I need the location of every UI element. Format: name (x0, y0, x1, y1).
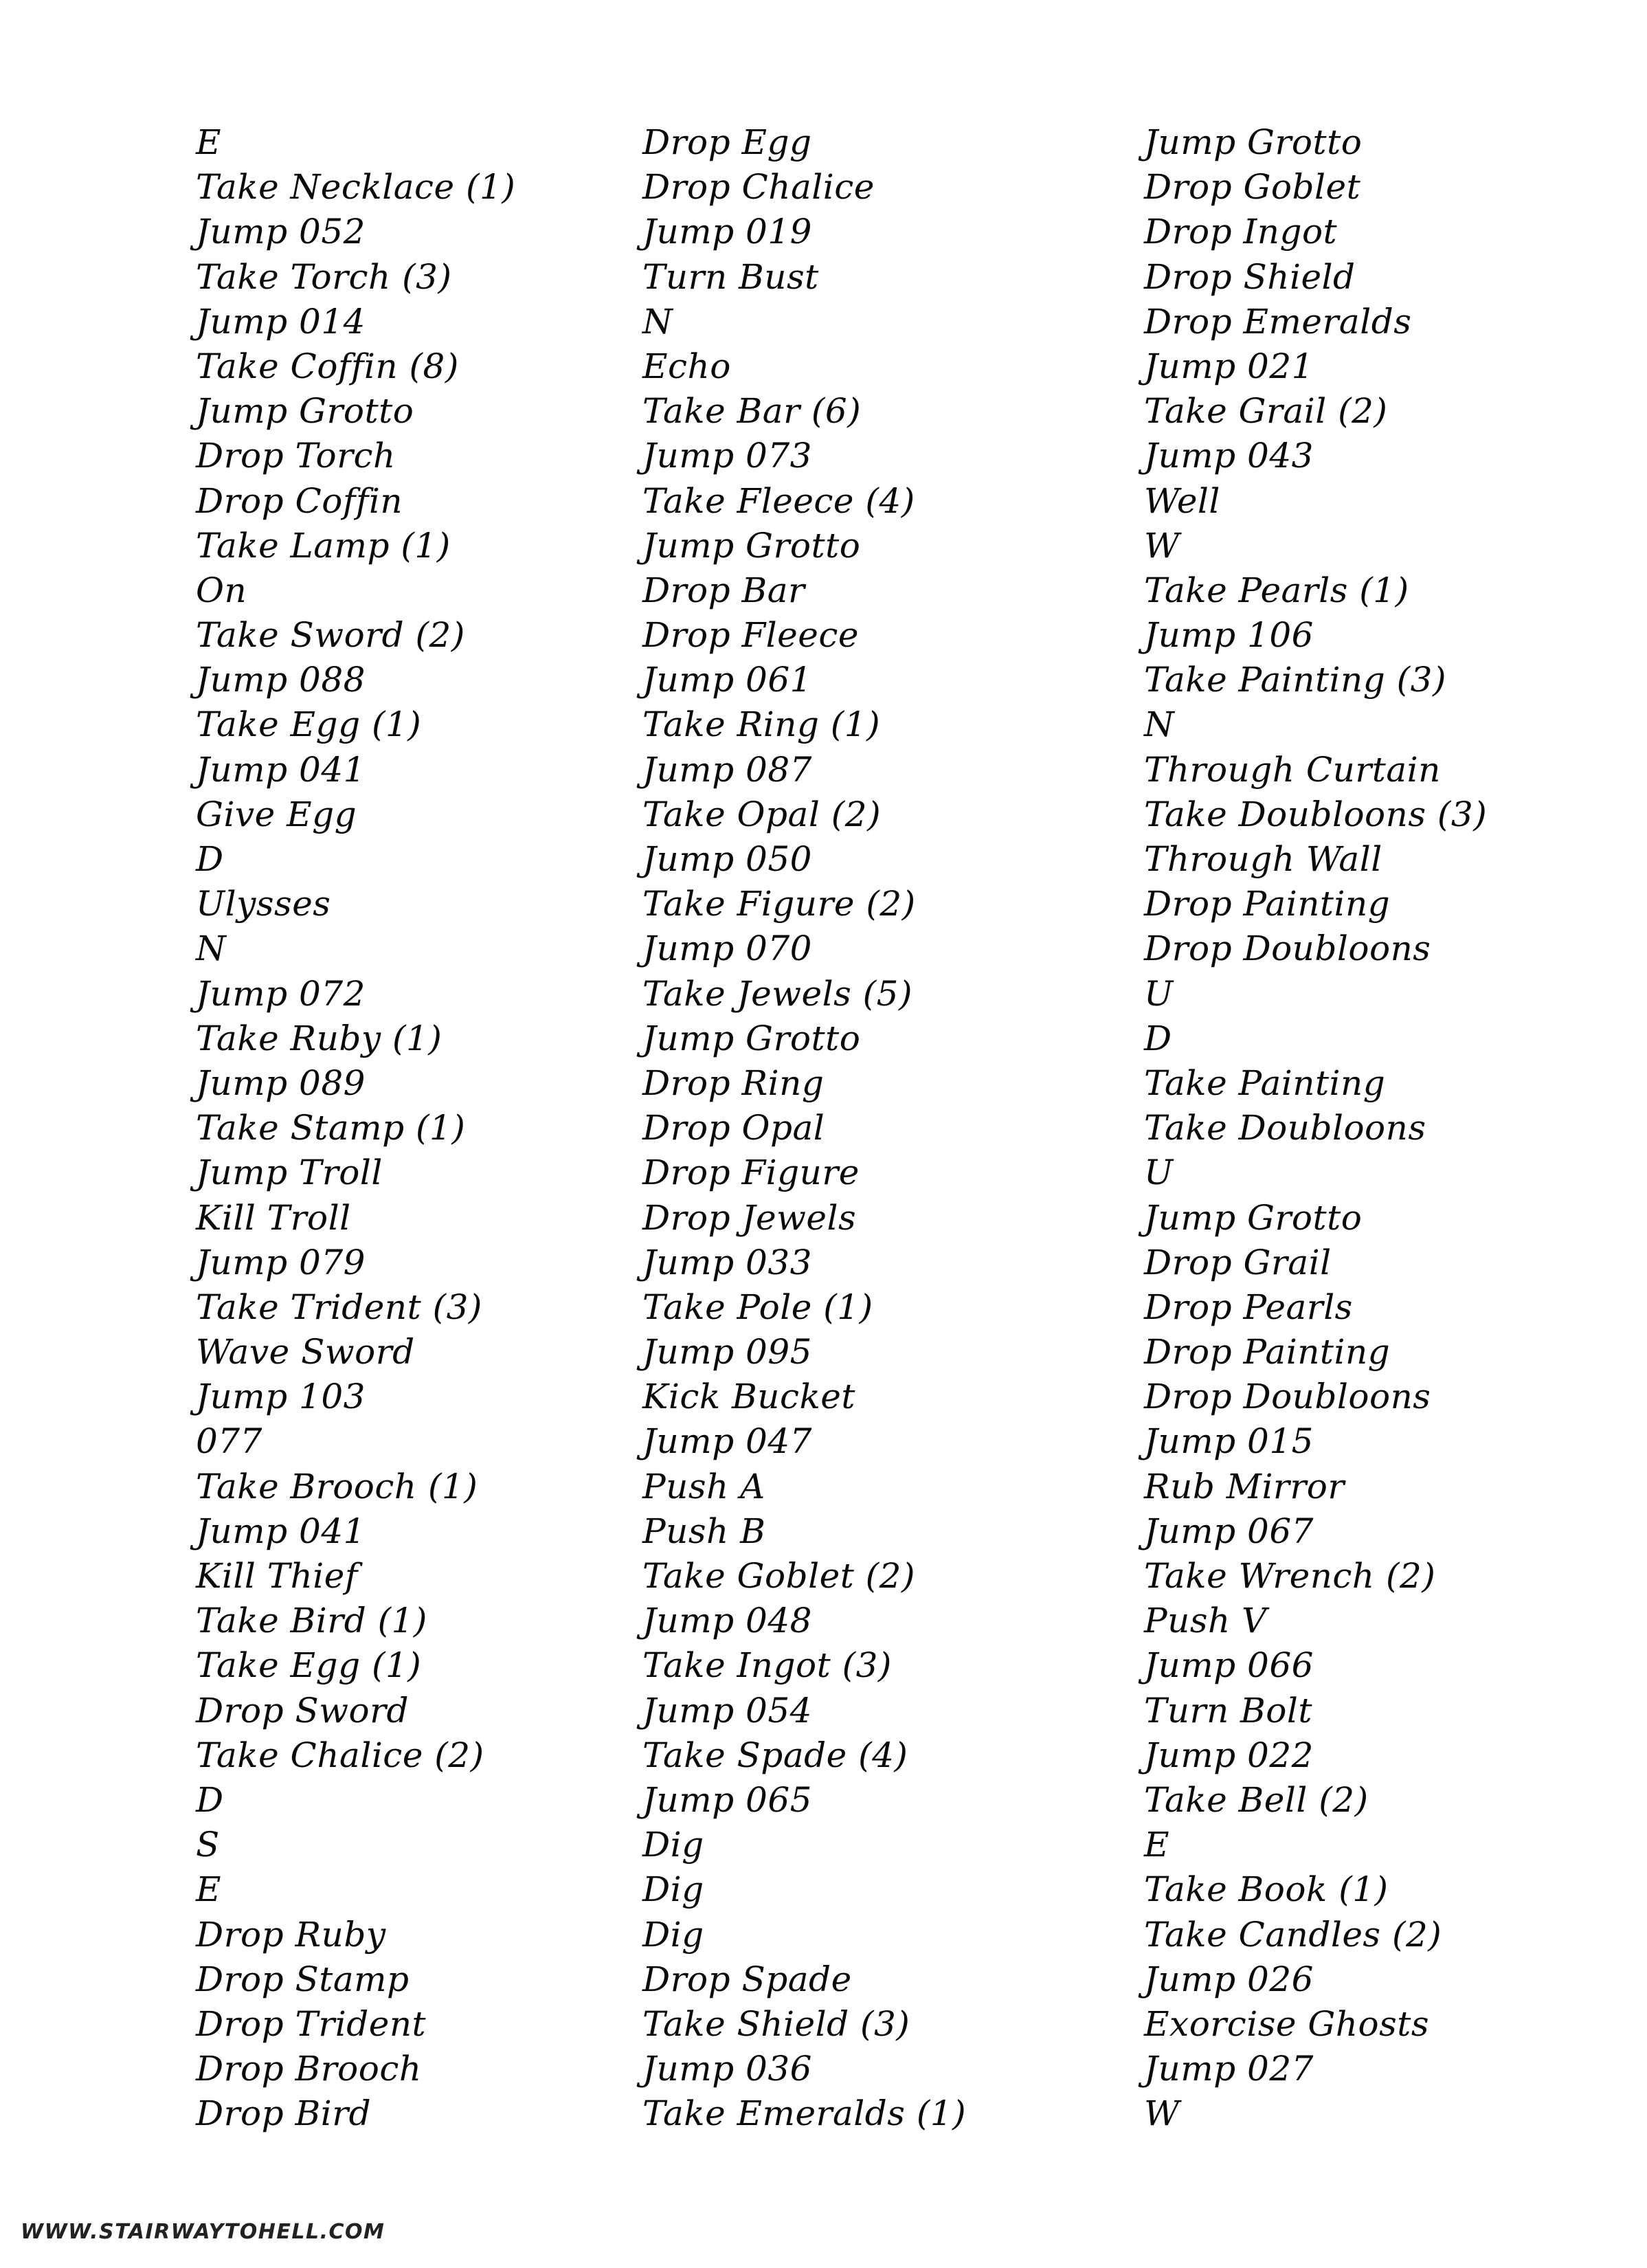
command-line: D (196, 839, 224, 879)
command-line: D (196, 1779, 224, 1820)
command-line: Push B (642, 1511, 766, 1551)
command-line: Take Fleece (4) (642, 480, 915, 521)
command-line: Take Brooch (1) (196, 1466, 478, 1507)
command-line: E (1144, 1825, 1169, 1865)
command-line: Jump 041 (196, 1511, 366, 1551)
command-line: Jump 070 (642, 929, 812, 969)
command-line: Take Ruby (1) (196, 1018, 442, 1058)
command-line: Jump 026 (1144, 1959, 1314, 1999)
command-line: Dig (642, 1825, 704, 1865)
command-line: On (196, 570, 247, 610)
command-line: Take Jewels (5) (642, 973, 912, 1014)
command-line: Take Egg (1) (196, 1645, 422, 1686)
command-line: Jump Grotto (642, 1018, 861, 1058)
command-line: Through Wall (1144, 839, 1382, 879)
command-line: W (1144, 525, 1180, 566)
command-line: Drop Emeralds (1144, 301, 1412, 342)
command-line: Exorcise Ghosts (1144, 2003, 1429, 2044)
command-line: Wave Sword (196, 1332, 415, 1372)
command-line: Take Torch (3) (196, 256, 452, 297)
command-line: Rub Mirror (1144, 1466, 1345, 1507)
command-line: Drop Figure (642, 1153, 860, 1193)
command-line: Jump 033 (642, 1242, 812, 1282)
command-line: Drop Opal (642, 1108, 825, 1148)
command-line: Push A (642, 1466, 765, 1507)
command-line: Drop Egg (642, 122, 812, 162)
command-line: Jump 079 (196, 1242, 366, 1282)
command-line: Jump 021 (1144, 346, 1314, 386)
command-line: D (1144, 1018, 1172, 1058)
command-line: Jump 036 (642, 2049, 812, 2089)
command-line: Take Bird (1) (196, 1601, 427, 1641)
command-line: Take Egg (1) (196, 704, 422, 745)
command-line: Drop Stamp (196, 1959, 410, 1999)
command-line: N (1144, 704, 1175, 745)
command-line: Jump 054 (642, 1690, 812, 1731)
command-line: Jump Troll (196, 1153, 383, 1193)
command-line: Drop Brooch (196, 2049, 422, 2089)
command-line: Give Egg (196, 794, 357, 834)
command-line: Jump 088 (196, 660, 366, 700)
command-line: Take Grail (2) (1144, 391, 1388, 432)
site-watermark: WWW.STAIRWAYTOHELL.COM (21, 2220, 385, 2244)
command-line: Take Goblet (2) (642, 1556, 916, 1596)
command-line: Jump 048 (642, 1601, 812, 1641)
command-line: Take Bar (6) (642, 391, 862, 432)
command-line: Jump 050 (642, 839, 812, 879)
command-line: Jump 061 (642, 660, 812, 700)
command-line: Drop Coffin (196, 480, 403, 521)
command-line: Drop Grail (1144, 1242, 1332, 1282)
command-line: U (1144, 973, 1174, 1014)
command-line: Jump 067 (1144, 1511, 1314, 1551)
command-line: Jump 066 (1144, 1645, 1314, 1686)
command-line: Take Stamp (1) (196, 1108, 466, 1148)
command-line: Echo (642, 346, 731, 386)
command-line: Dig (642, 1869, 704, 1910)
command-line: Jump 089 (196, 1063, 366, 1103)
command-line: Drop Pearls (1144, 1287, 1353, 1327)
command-line: Kill Thief (196, 1556, 358, 1596)
command-line: Drop Shield (1144, 256, 1356, 297)
command-line: Drop Chalice (642, 167, 875, 208)
command-line: Drop Jewels (642, 1197, 857, 1238)
command-line: Take Painting (3) (1144, 660, 1446, 700)
command-line: Kill Troll (196, 1197, 351, 1238)
command-line: Drop Painting (1144, 884, 1391, 924)
command-line: Take Shield (3) (642, 2003, 910, 2044)
command-line: Take Emeralds (1) (642, 2093, 967, 2134)
command-line: Take Figure (2) (642, 884, 916, 924)
command-line: Jump Grotto (1144, 122, 1363, 162)
command-column-3 (1144, 120, 1487, 2136)
command-line: Take Necklace (1) (196, 167, 516, 208)
command-line: Drop Goblet (1144, 167, 1361, 208)
command-line: Well (1144, 480, 1220, 521)
command-line: S (196, 1825, 220, 1865)
command-line: Ulysses (196, 884, 331, 924)
command-line: Drop Painting (1144, 1332, 1391, 1372)
command-line: Jump Grotto (196, 391, 414, 432)
command-line: Turn Bolt (1144, 1690, 1312, 1731)
command-line: Take Doubloons (3) (1144, 794, 1488, 834)
command-line: Through Curtain (1144, 749, 1441, 790)
command-line: Jump 027 (1144, 2049, 1314, 2089)
command-line: Jump 087 (642, 749, 812, 790)
command-line: Jump 073 (642, 436, 812, 476)
command-line: Drop Fleece (642, 615, 859, 656)
command-line: E (196, 122, 221, 162)
command-line: Take Book (1) (1144, 1869, 1389, 1910)
command-line: Drop Ruby (196, 1914, 386, 1955)
command-line: Jump 043 (1144, 436, 1314, 476)
command-line: Turn Bust (642, 256, 819, 297)
command-line: Push V (1144, 1601, 1267, 1641)
command-line: Take Opal (2) (642, 794, 882, 834)
command-line: Drop Spade (642, 1959, 852, 1999)
command-line: Drop Doubloons (1144, 929, 1431, 969)
command-line: Jump 022 (1144, 1735, 1314, 1775)
command-line: Jump 014 (196, 301, 366, 342)
command-line: Drop Ingot (1144, 212, 1338, 252)
command-line: Take Coffin (8) (196, 346, 459, 386)
command-line: Drop Ring (642, 1063, 825, 1103)
command-line: Take Pearls (1) (1144, 570, 1409, 610)
command-line: Take Wrench (2) (1144, 1556, 1436, 1596)
command-line: Take Bell (2) (1144, 1779, 1369, 1820)
command-line: Jump 072 (196, 973, 366, 1014)
command-line: Drop Bird (196, 2093, 372, 2134)
command-line: Drop Doubloons (1144, 1377, 1431, 1417)
command-line: Jump Grotto (642, 525, 861, 566)
command-line: Jump 041 (196, 749, 366, 790)
command-line: N (196, 929, 227, 969)
command-line: Take Sword (2) (196, 615, 465, 656)
command-line: U (1144, 1153, 1174, 1193)
command-line: Take Lamp (1) (196, 525, 451, 566)
command-line: N (642, 301, 673, 342)
command-line: W (1144, 2093, 1180, 2134)
command-line: Jump 015 (1144, 1421, 1314, 1462)
command-column-2 (642, 120, 966, 2136)
command-line: Drop Bar (642, 570, 805, 610)
command-line: Kick Bucket (642, 1377, 855, 1417)
command-line: Jump 047 (642, 1421, 812, 1462)
command-line: Jump 106 (1144, 615, 1314, 656)
command-line: Take Trident (3) (196, 1287, 482, 1327)
command-line: Dig (642, 1914, 704, 1955)
command-line: 077 (196, 1421, 262, 1462)
command-line: Jump 095 (642, 1332, 812, 1372)
command-line: Take Candles (2) (1144, 1914, 1442, 1955)
command-line: Drop Torch (196, 436, 396, 476)
command-column-1 (196, 120, 515, 2136)
command-line: Jump 103 (196, 1377, 366, 1417)
command-line: Drop Sword (196, 1690, 410, 1731)
command-line: Take Ring (1) (642, 704, 881, 745)
command-line: E (196, 1869, 221, 1910)
command-line: Take Ingot (3) (642, 1645, 892, 1686)
command-line: Jump 019 (642, 212, 812, 252)
command-line: Jump Grotto (1144, 1197, 1363, 1238)
command-line: Jump 052 (196, 212, 366, 252)
command-line: Take Doubloons (1144, 1108, 1426, 1148)
command-line: Jump 065 (642, 1779, 812, 1820)
command-line: Drop Trident (196, 2003, 427, 2044)
command-line: Take Pole (1) (642, 1287, 873, 1327)
command-line: Take Chalice (2) (196, 1735, 484, 1775)
command-line: Take Spade (4) (642, 1735, 908, 1775)
command-line: Take Painting (1144, 1063, 1386, 1103)
